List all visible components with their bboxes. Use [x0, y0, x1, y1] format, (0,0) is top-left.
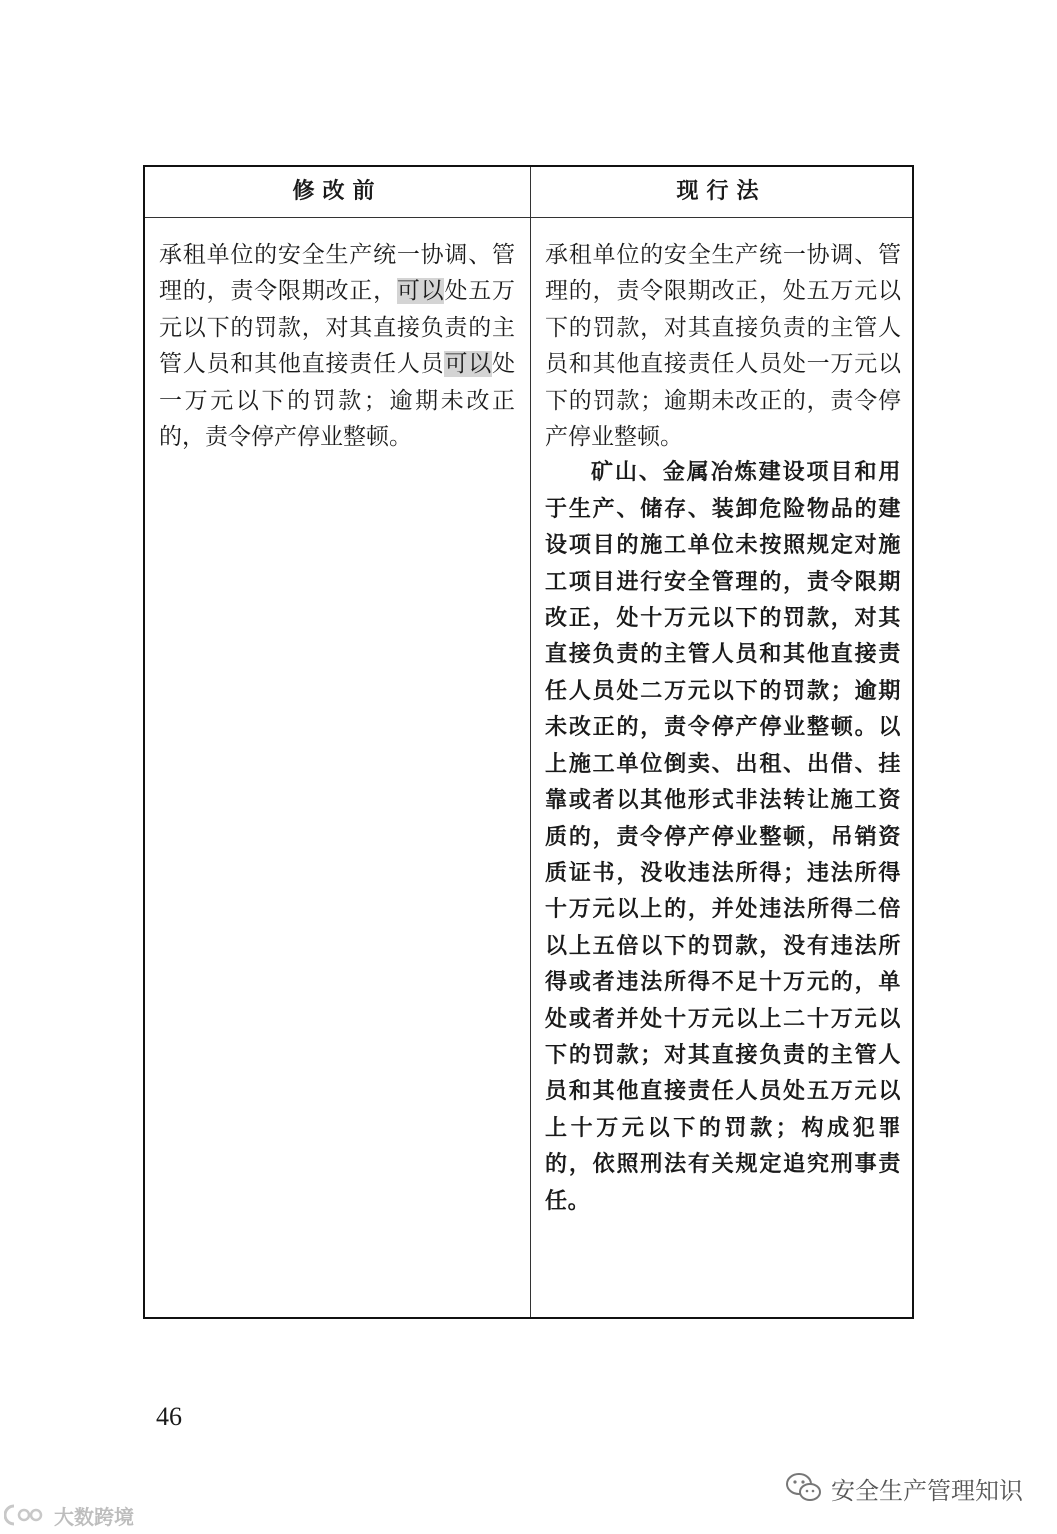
before-paragraph — [159, 237, 515, 455]
header-current-law: 现行法 — [676, 179, 767, 204]
wechat-account-name: 安全生产管理知识 — [831, 1476, 1023, 1505]
highlight-deleted-1: 可以 — [396, 278, 445, 305]
highlight-deleted-2: 可以 — [444, 351, 493, 378]
comparison-table — [143, 165, 914, 1319]
brand-watermark — [4, 1500, 134, 1530]
before-text-1: 承租单位的安全生产统一协调、管理的，责令限期改正， — [159, 242, 515, 305]
cell-before-revision — [159, 237, 515, 455]
current-paragraph-1: 承租单位的安全生产统一协调、管理的，责令限期改正，处五万元以下的罚款，对其直接负责的主管人员和其他直接责任人员处一万元以下的罚款；逾期未改正的，责令停产停业整顿。 — [545, 242, 901, 451]
page-number: 46 — [156, 1402, 182, 1431]
before-text-3: 处一万元以下的罚款；逾期未改正的，责令停产停业整顿。 — [159, 351, 516, 451]
table-header-row — [145, 167, 912, 218]
wechat-watermark — [785, 1468, 1023, 1508]
before-text-2: 处五万元以下的罚款，对其直接负责的主管人员和其他直接责任人员 — [159, 278, 516, 378]
cell-current-law — [545, 237, 901, 1220]
wechat-icon — [785, 1472, 823, 1504]
brand-name: 大数跨境 — [54, 1504, 134, 1529]
header-before-revision: 修改前 — [292, 179, 383, 204]
column-divider — [530, 167, 531, 1317]
brand-logo-icon — [4, 1502, 50, 1528]
current-paragraph-2-added: 矿山、金属冶炼建设项目和用于生产、储存、装卸危险物品的建设项目的施工单位未按照规定对施工项目进行安全管理的，责令限期改正，处十万元以下的罚款，对其直接负责的主管人员和其他直接责任人员处二万元以下的罚款；逾期未改正的，责令停产停业整顿。以上施工单位倒卖、出租、出借、挂靠或者以其他形式非法转让施工资质的，责令停产停业整顿，吊销资质证书，没收违法所得；违法所得十万元以上的，并处违法所得二倍以上五倍以下的罚款，没有违法所得或者违法所得不足十万元的，单处或者并处十万元以上二十万元以下的罚款；对其直接负责的主管人员和其他直接责任人员处五万元以上十万元以下的罚款；构成犯罪的，依照刑法有关规定追究刑事责任。 — [545, 460, 901, 1214]
